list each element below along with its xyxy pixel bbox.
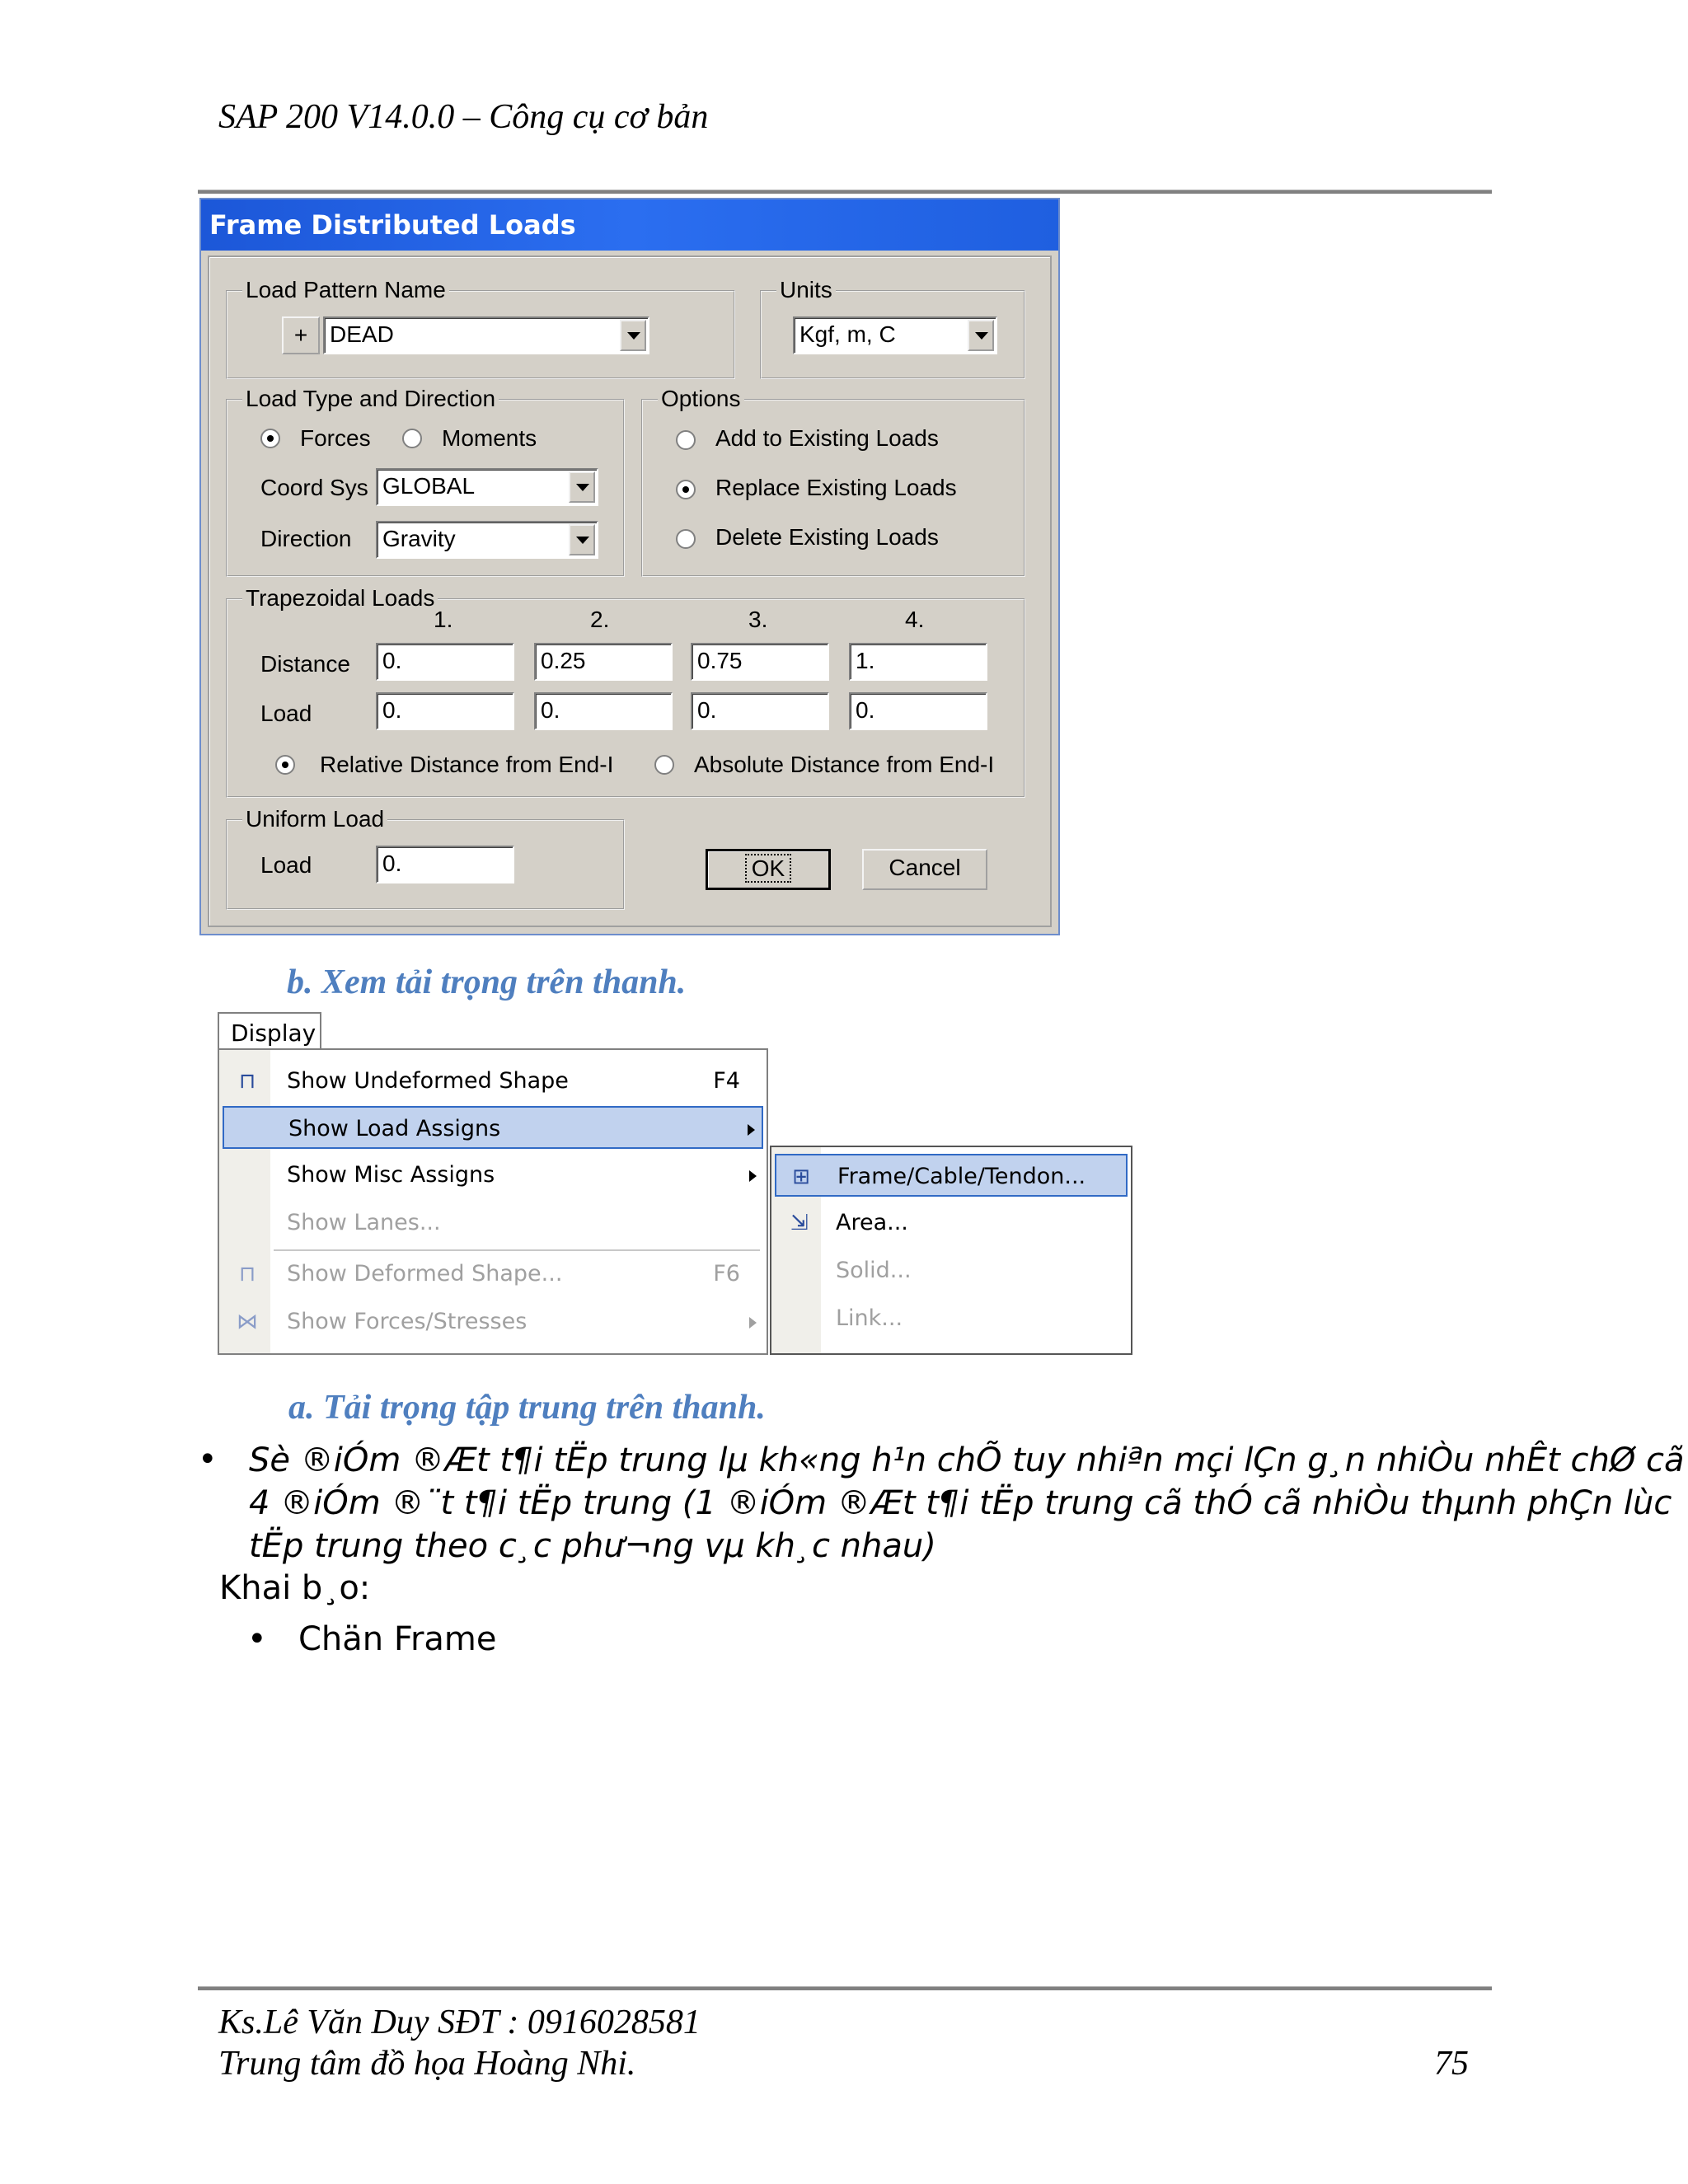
footer-rule (198, 1986, 1492, 1990)
direction-select[interactable] (376, 521, 598, 559)
submenu-arrow-icon (749, 1317, 757, 1329)
load-type-group (226, 386, 625, 577)
uniform-load-group (226, 806, 625, 910)
coord-sys-select[interactable] (376, 468, 598, 506)
header-rule (198, 190, 1492, 194)
menu-item-label: Show Load Assigns (288, 1116, 501, 1141)
ok-button[interactable] (706, 849, 831, 890)
menu-item-shortcut: F4 (713, 1068, 740, 1094)
menu-item-show-misc-assigns[interactable] (223, 1154, 763, 1197)
menu-item-label: Show Misc Assigns (287, 1162, 495, 1188)
delete-existing-radio[interactable] (676, 529, 696, 549)
submenu-item-frame-cable-tendon[interactable] (775, 1154, 1128, 1197)
coord-sys-value: GLOBAL (382, 473, 476, 499)
frame-load-icon: ⊞ (792, 1165, 810, 1189)
load-field-1[interactable]: 0. (376, 692, 514, 730)
document-header: SAP 200 V14.0.0 – Công cụ cơ bản (218, 98, 709, 136)
area-load-icon: ⇲ (790, 1211, 809, 1235)
menu-item-label: Show Forces/Stresses (287, 1309, 528, 1334)
replace-existing-label: Replace Existing Loads (715, 475, 957, 500)
distance-field-4[interactable]: 1. (849, 643, 987, 681)
paragraph-line-2: 4 ®iÓm ®¨t t¶i tËp trung (1 ®iÓm ®Æt t¶i tËp trung cã thÓ cã nhiÒu thµnh phÇn lùc (249, 1484, 1672, 1522)
menu-item-show-undeformed-shape[interactable] (223, 1060, 763, 1103)
load-pattern-group-title: Load Pattern Name (242, 277, 449, 303)
load-label: Load (260, 701, 312, 726)
sub-bullet-marker: • (247, 1620, 267, 1658)
direction-label: Direction (260, 526, 352, 551)
column-header-3: 3. (748, 607, 768, 632)
load-field-4[interactable]: 0. (849, 692, 987, 730)
footer-center: Trung tâm đồ họa Hoàng Nhi. (218, 2045, 636, 2083)
submenu-item-area[interactable] (775, 1202, 1128, 1244)
options-group-title: Options (658, 386, 744, 412)
load-pattern-select[interactable] (323, 316, 649, 354)
menu-item-label: Show Lanes... (287, 1210, 441, 1235)
ok-label: OK (745, 854, 791, 883)
menu-item-show-lanes[interactable] (223, 1202, 763, 1244)
distance-field-2[interactable]: 0.25 (534, 643, 673, 681)
distance-field-1[interactable]: 0. (376, 643, 514, 681)
absolute-distance-radio[interactable] (654, 755, 674, 775)
footer-author: Ks.Lê Văn Duy SĐT : 0916028581 (218, 2004, 701, 2041)
dialog-body (208, 255, 1052, 927)
column-header-4: 4. (905, 607, 925, 632)
chevron-down-icon[interactable] (620, 320, 646, 351)
chevron-down-icon[interactable] (569, 471, 595, 503)
add-existing-radio[interactable] (676, 430, 696, 450)
dialog-title: Frame Distributed Loads (209, 209, 576, 241)
absolute-distance-label: Absolute Distance from End-I (694, 752, 995, 777)
submenu-item-link[interactable] (775, 1297, 1128, 1340)
forces-radio[interactable] (260, 429, 280, 448)
replace-existing-radio[interactable] (676, 480, 696, 499)
submenu-item-solid[interactable] (775, 1249, 1128, 1292)
dialog-titlebar (201, 199, 1058, 251)
direction-value: Gravity (382, 526, 456, 551)
load-pattern-group (226, 277, 735, 379)
add-load-pattern-button[interactable]: + (282, 316, 320, 354)
submenu-item-label: Link... (836, 1305, 903, 1331)
caption-b: b. Xem tải trọng trên thanh. (287, 963, 687, 1001)
paragraph-line-3: tËp trung theo c¸c phư¬ng vµ kh¸c nhau) (249, 1527, 936, 1565)
column-header-1: 1. (434, 607, 453, 632)
units-select[interactable] (793, 316, 997, 354)
forces-label: Forces (300, 425, 371, 451)
coord-sys-label: Coord Sys (260, 475, 368, 500)
caption-a: a. Tải trọng tập trung trên thanh. (288, 1389, 766, 1427)
display-menu-tab[interactable]: Display (218, 1012, 321, 1052)
menu-item-show-deformed-shape[interactable] (223, 1253, 763, 1296)
chevron-down-icon[interactable] (968, 320, 994, 351)
uniform-load-field[interactable]: 0. (376, 846, 514, 883)
distance-label: Distance (260, 651, 350, 677)
menu-item-show-load-assigns[interactable] (223, 1106, 763, 1149)
bullet-marker: • (198, 1441, 218, 1479)
sub-bullet-text: Chän Frame (298, 1620, 497, 1658)
display-menu (218, 1048, 768, 1355)
menu-separator (274, 1249, 760, 1251)
units-group (760, 277, 1025, 379)
submenu-item-label: Solid... (836, 1258, 912, 1283)
cancel-button[interactable]: Cancel (862, 849, 987, 890)
menu-item-shortcut: F6 (713, 1261, 740, 1286)
undeformed-shape-icon: ⊓ (238, 1069, 256, 1094)
submenu-item-label: Frame/Cable/Tendon... (837, 1164, 1086, 1189)
load-pattern-value: DEAD (330, 321, 394, 347)
load-field-2[interactable]: 0. (534, 692, 673, 730)
column-header-2: 2. (590, 607, 610, 632)
submenu-item-label: Area... (836, 1210, 908, 1235)
menu-item-show-forces-stresses[interactable] (223, 1301, 763, 1343)
uniform-load-label: Load (260, 852, 312, 878)
trapezoidal-group-title: Trapezoidal Loads (242, 585, 438, 612)
distance-field-3[interactable]: 0.75 (691, 643, 829, 681)
submenu-arrow-icon (748, 1124, 755, 1136)
relative-distance-radio[interactable] (275, 755, 295, 775)
submenu-arrow-icon (749, 1170, 757, 1182)
delete-existing-label: Delete Existing Loads (715, 524, 939, 550)
add-existing-label: Add to Existing Loads (715, 425, 939, 451)
frame-distributed-loads-dialog (199, 198, 1060, 935)
trapezoidal-group (226, 585, 1025, 798)
khai-bao-label: Khai b¸o: (219, 1569, 371, 1607)
paragraph-line-1: Sè ®iÓm ®Æt t¶i tËp trung lµ kh«ng h¹n chÕ tuy nhiªn mçi lÇn g¸n nhiÒu nhÊt chØ cã (249, 1441, 1685, 1479)
load-type-group-title: Load Type and Direction (242, 386, 499, 412)
menu-item-label: Show Deformed Shape... (287, 1261, 563, 1286)
load-assigns-submenu (770, 1146, 1132, 1355)
chevron-down-icon[interactable] (569, 524, 595, 555)
page-number: 75 (1434, 2045, 1469, 2083)
units-group-title: Units (776, 277, 836, 303)
uniform-load-group-title: Uniform Load (242, 806, 387, 832)
moments-radio[interactable] (402, 429, 422, 448)
relative-distance-label: Relative Distance from End-I (320, 752, 614, 777)
forces-stresses-icon: ⋈ (237, 1310, 258, 1334)
body-paragraph (249, 1439, 1685, 1568)
units-value: Kgf, m, C (799, 321, 896, 347)
menu-item-label: Show Undeformed Shape (287, 1068, 569, 1094)
options-group (641, 386, 1025, 577)
load-field-3[interactable]: 0. (691, 692, 829, 730)
moments-label: Moments (442, 425, 537, 451)
deformed-shape-icon: ⊓ (238, 1262, 256, 1286)
